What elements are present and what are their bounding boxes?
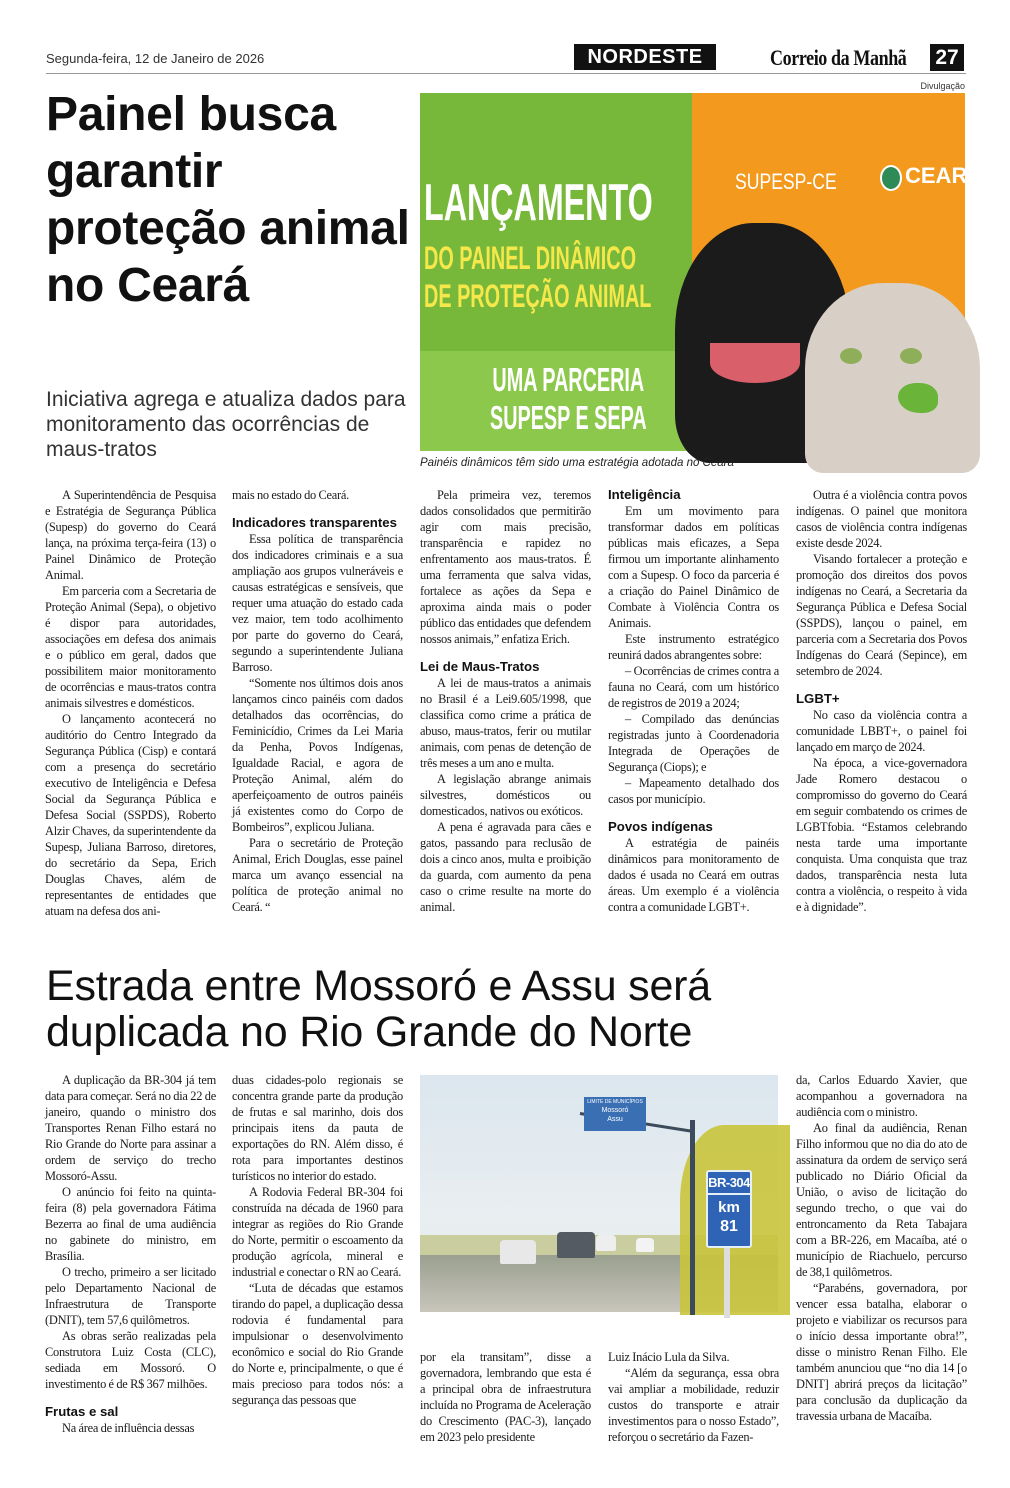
sign-pole [690, 1120, 695, 1315]
page-number: 27 [930, 44, 964, 71]
cat-eye [900, 348, 922, 364]
subheading: Inteligência [608, 487, 681, 502]
body-paragraph: por ela transitam”, disse a governadora, lembrando que esta é a principal obra de infraestrutura incluída no Programa de Aceleração do Crescimento (PAC-3), lançado em 2023 pelo presidente [420, 1350, 591, 1444]
article1-poster-image [420, 93, 984, 451]
article1-subheadline: Iniciativa agrega e atualiza dados para monitoramento das ocorrências de maus-tratos [46, 388, 406, 461]
body-paragraph: Em um movimento para transformar dados em políticas públicas mais eficazes, a Sepa firmou um importante alinhamento com a Supesp. O foco da parceria é a criação do Painel Dinâmico de Combate à Violência Contra os Animais. [608, 504, 779, 630]
body-paragraph: Na área de influência dessas [62, 1421, 195, 1435]
body-paragraph: O trecho, primeiro a ser licitado pelo Departamento Nacional de Infraestrutura de Transporte (DNIT), tem 57,6 quilômetros. [45, 1265, 216, 1327]
body-paragraph: As obras serão realizadas pela Construtora Luiz Costa (CLC), sediada em Mossoró. O investimento é de R$ 367 milhões. [45, 1329, 216, 1391]
edition-date: Segunda-feira, 12 de Janeiro de 2026 [46, 51, 265, 66]
km-label: km [718, 1199, 740, 1216]
body-paragraph: No caso da violência contra a comunidade LBBT+, o painel foi lançado em março de 2024. [796, 708, 967, 754]
article2-column-2 [232, 1072, 403, 1408]
body-paragraph: – Mapeamento detalhado dos casos por município. [608, 776, 779, 806]
body-paragraph: “Somente nos últimos dois anos lançamos cinco painéis com dados detalhados das ocorrências, do Feminicídio, Crimes da Lei Maria da Penha, Povos Indígenas, Igualdade Racial, e agora de Proteção Animal, além do aperfeiçoamento de outros painéis já existentes como do Corpo de Bombeiros”, explicou Juliana. [232, 676, 403, 834]
overhead-sign [584, 1097, 646, 1131]
body-paragraph: “Luta de décadas que estamos tirando do papel, a duplicação dessa rodovia é fundamental para impulsionar o desenvolvimento econômico e social do Rio Grande do Norte e, principalmente, o que é mais precioso para todos nós: a segurança das pessoas que [232, 1281, 403, 1407]
photo-caption: Painéis dinâmicos têm sido uma estratégia adotada no Ceará [420, 457, 734, 469]
body-paragraph: da, Carlos Eduardo Xavier, que acompanhou a governadora na audiência com o ministro. [796, 1073, 967, 1119]
poster-partnership-line2: SUPESP E SEPA [490, 399, 647, 436]
dog-tongue [710, 343, 800, 383]
article2-column-5 [796, 1072, 967, 1424]
body-paragraph: – Ocorrências de crimes contra a fauna no Ceará, com um histórico de registros de 2019 a 2024; [608, 664, 779, 710]
body-paragraph: “Além da segurança, essa obra vai ampliar a mobilidade, reduzir custos do transporte e atrair investimentos para o nosso Estado”, reforçou o secretário da Fazen- [608, 1366, 779, 1444]
highway-name: BR-304 [708, 1172, 750, 1195]
subheading: Povos indígenas [608, 819, 713, 834]
article1-column-5 [796, 487, 967, 915]
poster-title: LANÇAMENTO [424, 174, 653, 232]
poster-partnership [490, 361, 647, 437]
header-divider [46, 73, 966, 74]
body-paragraph: O lançamento acontecerá no auditório do Centro Integrado da Segurança Pública (Cisp) e contará com a presença do secretário executivo de Inteligência e Defesa Social da Segurança Pública e Defesa Social (SSPDS), Roberto Alzir Chaves, da superintendente da Supesp, Juliana Barroso, diretores, do secretário da Sepa, Erich Douglas Chaves, além de representantes de entidades que atuam na defesa dos ani- [45, 712, 216, 918]
article1-column-4 [608, 487, 779, 915]
body-paragraph: Em parceria com a Secretaria de Proteção Animal (Sepa), o objetivo é dispor para autoridades, associações em defesa dos animais e o público em geral, dados que possibilitem maior monitoramento de ocorrências e maus-tratos contra animais silvestres e domésticos. [45, 584, 216, 710]
car [596, 1235, 616, 1251]
body-paragraph: A estratégia de painéis dinâmicos para monitoramento de dados é usada no Ceará em outras áreas. Um exemplo é a violência contra a comunidade LGBT+. [608, 836, 779, 914]
body-paragraph: Outra é a violência contra povos indígenas. O painel que monitora casos de violência contra indígenas existe desde 2024. [796, 488, 967, 550]
body-paragraph: A legislação abrange animais silvestres, domésticos ou domesticados, nativos ou exóticos. [420, 772, 591, 818]
body-paragraph: Luiz Inácio Lula da Silva. [608, 1350, 730, 1364]
article1-column-1 [45, 487, 216, 919]
parakeet-illustration [898, 383, 938, 413]
car [636, 1238, 654, 1252]
poster-subtitle [424, 239, 651, 315]
sign-post [724, 1248, 730, 1318]
subheading: Indicadores transparentes [232, 515, 397, 530]
cat-eye [840, 348, 862, 364]
article2-road-photo [420, 1075, 778, 1312]
body-paragraph: mais no estado do Ceará. [232, 488, 350, 502]
poster-subtitle-line1: DO PAINEL DINÂMICO [424, 240, 637, 276]
article2-headline: Estrada entre Mossoró e Assu será duplicada no Rio Grande do Norte [46, 962, 712, 1056]
article1-column-2 [232, 487, 403, 915]
km-value: 81 [720, 1218, 738, 1235]
overhead-sign-line2: Assu [607, 1116, 623, 1123]
article2-column-4 [608, 1349, 779, 1445]
highway-marker-sign [706, 1170, 752, 1248]
car [500, 1240, 536, 1264]
body-paragraph: Visando fortalecer a proteção e promoção dos direitos dos povos indígenas no Ceará, a Secretaria da Segurança Pública e Defesa Social (SSPDS), lançou o painel, em parceria com a Secretaria dos Povos Indígenas do Ceará (Sepince), em setembro de 2024. [796, 552, 967, 678]
subheading: Frutas e sal [45, 1404, 119, 1419]
article2-column-1 [45, 1072, 216, 1436]
body-paragraph: duas cidades-polo regionais se concentra grande parte da produção de frutas e sal marinho, dois dos principais itens da pauta de exportações do RN. Além disso, é rota para importantes destinos turísticos no interior do estado. [232, 1073, 403, 1183]
body-paragraph: A Rodovia Federal BR-304 foi construída na década de 1960 para integrar as regiões do Rio Grande do Norte, permitir o escoamento da produção agrícola, mineral e industrial e conectar o RN ao Ceará. [232, 1185, 403, 1279]
body-paragraph: A Superintendência de Pesquisa e Estratégia de Segurança Pública (Supesp) do governo do Ceará lança, na próxima terça-feira (13) o Painel Dinâmico de Proteção Animal. [45, 488, 216, 582]
car [557, 1232, 595, 1258]
body-paragraph: Para o secretário de Proteção Animal, Erich Douglas, esse painel marca um avanço essencial na política de proteção animal no Ceará. “ [232, 836, 403, 914]
body-paragraph: Essa política de transparência dos indicadores criminais e a sua ampliação aos grupos vulneráveis e causas estratégicas e sensíveis, que requer uma atuação do estado cada vez maior, tem todo acolhimento por parte do governo do Ceará, segundo a superintendente Juliana Barroso. [232, 532, 403, 674]
overhead-sign-line1: Mossoró [601, 1107, 629, 1114]
ceara-logo: CEARÁ [905, 163, 984, 188]
body-paragraph: A pena é agravada para cães e gatos, passando para reclusão de dois a cinco anos, multa e proibição da guarda, com aumento da pena caso o crime resulte na morte do animal. [420, 820, 591, 914]
supesp-logo: SUPESP-CE [735, 169, 837, 194]
body-paragraph: – Compilado das denúncias registradas junto à Coordenadoria Integrada de Operações de Segurança (Ciops); e [608, 712, 779, 774]
body-paragraph: “Parabéns, governadora, por vencer essa batalha, elaborar o projeto e viabilizar os recursos para o início dessa importante obra!”, disse o ministro Renan Filho. Ele também anunciou que “no dia 14 [o DNIT] abrirá preços da licitação” para conclusão da duplicação da travessia urbana de Macaíba. [796, 1281, 967, 1423]
ceara-seal-icon [880, 165, 902, 191]
overhead-sign-title: LIMITE DE MUNICÍPIOS [587, 1099, 643, 1105]
body-paragraph: A lei de maus-tratos a animais no Brasil é a Lei9.605/1998, que classifica como crime a prática de abuso, maus-tratos, ferir ou mutilar animais, com penas de detenção de três meses a um ano e multa. [420, 676, 591, 770]
cat-illustration [805, 283, 980, 473]
article2-column-3 [420, 1349, 591, 1445]
body-paragraph: Na época, a vice-governadora Jade Romero destacou o compromisso do governo do Ceará em seguir combatendo os crimes de LGBTfobia. “Estamos celebrando nesta tarde uma importante conquista. Uma conquista que traz dados, transparência nesta luta contra a violência, o respeito à vida e à dignidade”. [796, 756, 967, 914]
section-label: NORDESTE [574, 44, 716, 70]
poster-partnership-line1: UMA PARCERIA [492, 361, 645, 398]
body-paragraph: Pela primeira vez, teremos dados consolidados que permitirão agir com mais precisão, transparência e rapidez no enfrentamento aos maus-tratos. É uma ferramenta que salva vidas, fortalece as ações da Sepa e aproxima ainda mais o poder público das entidades que defendem nossos animais,” enfatiza Erich. [420, 488, 591, 646]
article1-headline: Painel busca garantir proteção animal no Ceará [46, 88, 410, 312]
article1-column-3 [420, 487, 591, 915]
body-paragraph: A duplicação da BR-304 já tem data para começar. Será no dia 22 de janeiro, quando o ministro dos Transportes Renan Filho estará no Rio Grande do Norte para assinar a ordem de serviço do trecho Mossoró-Assu. [45, 1073, 216, 1183]
body-paragraph: O anúncio foi feito na quinta-feira (8) pela governadora Fátima Bezerra ao final de uma audiência no gabinete do ministro, em Brasília. [45, 1185, 216, 1263]
subheading: LGBT+ [796, 691, 840, 706]
subheading: Lei de Maus-Tratos [420, 659, 540, 674]
photo-credit: Divulgação [920, 81, 965, 91]
newspaper-logo: Correio da Manhã [770, 45, 907, 70]
poster-subtitle-line2: DE PROTEÇÃO ANIMAL [424, 278, 652, 314]
body-paragraph: Este instrumento estratégico reunirá dados abrangentes sobre: [608, 632, 779, 662]
body-paragraph: Ao final da audiência, Renan Filho informou que no dia do ato de assinatura da ordem de serviço será publicado no Diário Oficial da União, o aviso de licitação do segundo trecho, o que vai do entroncamento da Reta Tabajara com a BR-226, em Macaíba, até o município de Riachuelo, percurso de 38,1 quilômetros. [796, 1121, 967, 1279]
